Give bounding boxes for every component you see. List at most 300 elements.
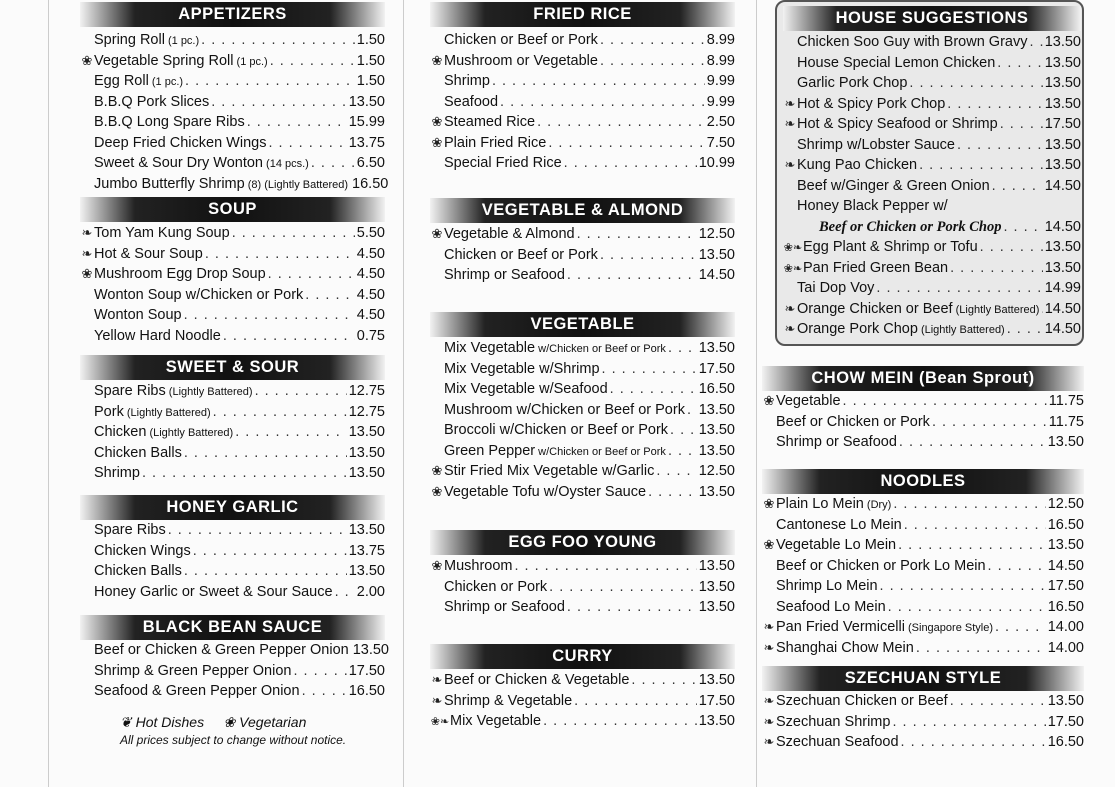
menu-item-name: Hot & Spicy Seafood or Shrimp (797, 116, 998, 132)
section-header: NOODLES (762, 469, 1084, 494)
menu-item-price: 14.00 (1047, 639, 1084, 656)
menu-item (80, 541, 385, 562)
menu-item-price: 13.50 (1044, 54, 1081, 71)
menu-item-name: Plain Lo Mein (776, 496, 864, 512)
dot-leader (168, 520, 347, 541)
dot-leader (648, 482, 697, 503)
fold-line-1 (48, 0, 49, 787)
menu-item-price: 13.50 (348, 444, 385, 461)
dot-leader (492, 71, 705, 92)
menu-item-price: 2.50 (706, 114, 735, 130)
menu-item-price: 1.50 (356, 52, 385, 69)
menu-item (430, 30, 735, 51)
menu-item (762, 494, 1084, 515)
menu-item (430, 670, 735, 691)
menu-item-name: Spare Ribs (94, 522, 166, 538)
menu-item (430, 597, 735, 618)
menu-item (762, 556, 1084, 577)
menu-item-price: 12.75 (348, 403, 385, 420)
dot-leader (901, 732, 1046, 753)
menu-item-note: (1 pc.) (233, 55, 268, 68)
menu-item-name: Pork (94, 403, 124, 420)
menu-item-note: (1 pc.) (148, 76, 184, 88)
dot-leader (668, 338, 697, 359)
menu-item (80, 640, 389, 661)
dot-leader (537, 112, 705, 133)
menu-item-price: 13.50 (1044, 34, 1081, 50)
chili-pepper-icon: ❧ (784, 321, 796, 336)
vegetarian-leaf-icon: ❀ (431, 558, 443, 573)
menu-item-name: Chicken or Beef or Pork (444, 246, 598, 263)
menu-item (80, 264, 385, 285)
menu-item (430, 577, 735, 598)
menu-item-price: 2.00 (356, 583, 385, 600)
menu-item-name: Shrimp (94, 465, 140, 481)
vegetable-section (430, 312, 735, 502)
menu-item-price: 13.50 (698, 422, 735, 438)
dot-leader (843, 391, 1047, 412)
dot-leader (893, 494, 1045, 515)
menu-item-price: 16.50 (352, 175, 389, 192)
section-header: EGG FOO YOUNG (430, 530, 735, 555)
menu-item-price: 13.50 (1044, 136, 1081, 153)
menu-item (80, 381, 385, 402)
dot-leader (898, 535, 1046, 556)
menu-item-price: 13.75 (348, 542, 385, 559)
menu-item-price: 4.50 (356, 245, 385, 262)
menu-item-price: 8.99 (706, 52, 735, 69)
menu-item (430, 153, 735, 174)
dot-leader (235, 422, 346, 443)
dot-leader (270, 51, 355, 72)
chili-pepper-icon: ❧ (763, 639, 775, 655)
dot-leader (947, 94, 1042, 115)
menu-item-name: Sweet & Sour Dry Wonton (94, 155, 263, 171)
menu-item (80, 443, 385, 464)
dot-leader (668, 441, 697, 462)
menu-item (430, 691, 735, 712)
dot-leader (255, 381, 347, 402)
menu-item-price: 0.75 (356, 327, 385, 344)
menu-item-name: Mix Vegetable w/Seafood (444, 381, 608, 397)
menu-item-name: Hot & Spicy Pork Chop (797, 95, 946, 112)
menu-item-price: 16.50 (1047, 598, 1084, 615)
menu-item (783, 155, 1081, 176)
menu-item-name: Plain Fried Rice (444, 134, 547, 151)
menu-item-name: Mushroom Egg Drop Soup (94, 266, 266, 282)
dot-leader (880, 576, 1046, 597)
menu-item (783, 135, 1081, 156)
menu-item (80, 30, 385, 51)
vegetarian-leaf-icon: ❀ (431, 463, 443, 478)
menu-item-price: 12.75 (348, 383, 385, 399)
menu-item-price: 5.50 (356, 225, 385, 241)
menu-item-name: Broccoli w/Chicken or Beef or Pork (444, 422, 669, 438)
menu-item-price: 17.50 (1047, 578, 1084, 594)
menu-item-price: 17.50 (698, 360, 735, 377)
dot-leader (997, 53, 1042, 74)
menu-item-price: 1.50 (356, 73, 385, 89)
menu-item (762, 712, 1084, 733)
dot-leader (577, 224, 697, 245)
menu-item (430, 400, 735, 421)
menu-item-price: 12.50 (698, 226, 735, 242)
menu-item-note: (Singapore Style) (904, 622, 993, 634)
menu-item (430, 92, 735, 113)
dot-leader (567, 597, 697, 618)
menu-item-price: 14.50 (1044, 177, 1081, 194)
szechuan-section (762, 666, 1084, 753)
menu-item-name: Shanghai Chow Mein (776, 639, 914, 656)
vegetarian-leaf-icon: ❀ (431, 483, 443, 499)
menu-item (430, 112, 735, 133)
menu-item (80, 305, 385, 326)
menu-item (80, 422, 385, 443)
dot-leader (302, 681, 347, 702)
menu-item-price: 16.50 (1047, 734, 1084, 750)
menu-item-price: 14.00 (1047, 619, 1084, 635)
dot-leader (500, 92, 705, 113)
menu-item-price: 13.50 (1047, 434, 1084, 450)
menu-item (762, 732, 1084, 753)
menu-item-name: Wonton Soup (94, 307, 182, 323)
section-header (762, 366, 1084, 391)
menu-item-name: Seafood Lo Mein (776, 598, 886, 615)
dot-leader (957, 135, 1043, 156)
menu-item-price: 13.50 (1044, 259, 1081, 276)
menu-item-price: 17.50 (1044, 116, 1081, 132)
menu-item-price: 1.50 (356, 32, 385, 48)
dot-leader (631, 670, 696, 691)
vegetarian-leaf-icon: ❀ (431, 226, 443, 241)
dot-leader (602, 359, 697, 380)
menu-item-name: Chicken Soo Guy with Brown Gravy (797, 34, 1028, 50)
dot-leader (564, 153, 697, 174)
menu-item-name: Mix Vegetable (444, 340, 536, 356)
vegetarian-leaf-icon: ❀ (223, 714, 236, 730)
dot-leader (185, 71, 355, 92)
appetizers-section (80, 2, 389, 194)
dot-leader (515, 556, 697, 577)
section-header: CURRY (430, 644, 735, 669)
menu-item-name: Mushroom w/Chicken or Beef or Pork (444, 401, 685, 418)
section-header: APPETIZERS (80, 2, 385, 27)
menu-item-name: Beef or Chicken or Pork Lo Mein (776, 557, 986, 574)
menu-item (783, 258, 1081, 279)
chili-pepper-icon: ❧ (431, 692, 443, 708)
menu-item-price: 13.50 (352, 642, 389, 658)
menu-item-name: Honey Black Pepper w/ (797, 198, 948, 214)
dot-leader (1041, 299, 1042, 320)
dot-leader (213, 402, 347, 423)
menu-item (80, 582, 385, 603)
dot-leader (268, 264, 355, 285)
menu-item (430, 338, 735, 359)
dot-leader (311, 153, 355, 174)
menu-item-name: Shrimp or Seafood (444, 267, 565, 283)
chili-pepper-icon: ❧ (784, 300, 796, 316)
menu-item-name: Shrimp Lo Mein (776, 578, 878, 594)
menu-item-name: Beef or Chicken & Vegetable (444, 672, 630, 688)
menu-item (783, 217, 1081, 238)
sweet-sour-section (80, 355, 385, 484)
dot-leader (916, 638, 1046, 659)
menu-item-name: Vegetable Spring Roll (94, 52, 234, 69)
menu-item-name: Vegetable Lo Mein (776, 537, 897, 553)
menu-item-price: 11.75 (1048, 413, 1084, 430)
vegetarian-hot-icon: ❀❧ (783, 262, 803, 275)
menu-item (762, 391, 1084, 412)
menu-item (762, 535, 1084, 556)
menu-item (783, 196, 1081, 217)
menu-item-name: Chicken Balls (94, 563, 182, 579)
menu-item-price: 4.50 (356, 307, 385, 323)
menu-item (80, 133, 385, 154)
menu-item-price: 12.50 (698, 463, 735, 479)
menu-item-name: Mix Vegetable w/Shrimp (444, 360, 600, 377)
menu-item-price: 13.50 (698, 558, 735, 574)
menu-item (80, 285, 385, 306)
menu-item-name: House Special Lemon Chicken (797, 54, 996, 71)
menu-item-name: Spare Ribs (94, 383, 166, 399)
dot-leader (335, 582, 355, 603)
dot-leader (543, 711, 697, 732)
chili-pepper-icon: ❧ (784, 157, 796, 172)
menu-item-price: 17.50 (1047, 713, 1084, 730)
menu-item-name: Spring Roll (94, 32, 165, 48)
dot-leader (600, 30, 705, 51)
vegetarian-leaf-icon: ❀ (431, 52, 443, 68)
menu-item-note: (Lightly Battered) (146, 427, 234, 439)
chili-pepper-icon: ❧ (81, 225, 93, 240)
menu-item-price: 13.50 (348, 424, 385, 440)
dot-leader (305, 285, 354, 306)
menu-item (430, 224, 735, 245)
menu-item (762, 691, 1084, 712)
menu-item-price: 7.50 (706, 134, 735, 151)
chili-pepper-icon: ❧ (763, 619, 775, 634)
house-suggestions-section (783, 6, 1081, 340)
legend (120, 714, 306, 731)
menu-item (762, 515, 1084, 536)
menu-item-name: Szechuan Chicken or Beef (776, 693, 948, 709)
fold-line-3 (756, 0, 757, 787)
menu-item-name: Cantonese Lo Mein (776, 516, 902, 533)
dot-leader (899, 432, 1046, 453)
price-disclaimer: All prices subject to change without notice. (120, 733, 347, 747)
chow-mein-title: CHOW MEIN (811, 369, 914, 387)
menu-item-name: Szechuan Seafood (776, 734, 899, 750)
menu-item-price: 13.75 (348, 134, 385, 151)
dot-leader (950, 258, 1043, 279)
dot-leader (184, 561, 347, 582)
menu-item (430, 441, 735, 462)
menu-item-note: (14 pcs.) (262, 158, 309, 170)
dot-leader (184, 443, 347, 464)
menu-item (80, 661, 385, 682)
menu-item-price: 14.99 (1044, 280, 1081, 296)
menu-item-name: Chicken (94, 424, 147, 440)
dot-leader (600, 51, 705, 72)
menu-item (783, 319, 1081, 340)
menu-item-note: (8) (Lightly Battered) (244, 178, 349, 191)
menu-item-price: 16.50 (1047, 516, 1084, 533)
dot-leader (247, 112, 347, 133)
section-header: BLACK BEAN SAUCE (80, 615, 385, 640)
menu-item-name: Seafood & Green Pepper Onion (94, 683, 300, 699)
legend-hot-label: Hot Dishes (135, 714, 205, 730)
menu-item (80, 112, 385, 133)
vegetarian-leaf-icon: ❀ (81, 266, 93, 281)
section-header: FRIED RICE (430, 2, 735, 27)
menu-item-price: 13.50 (348, 563, 385, 579)
menu-item (430, 71, 735, 92)
menu-item-name: Shrimp & Green Pepper Onion (94, 662, 292, 679)
chili-pepper-icon: ❧ (431, 672, 443, 687)
menu-item-price: 16.50 (348, 683, 385, 699)
fried-rice-section (430, 2, 735, 174)
dot-leader (656, 461, 696, 482)
menu-item-price: 13.50 (348, 465, 385, 481)
menu-item (783, 176, 1081, 197)
menu-item-name: Chicken Balls (94, 444, 182, 461)
menu-item-name: Pan Fried Green Bean (803, 259, 949, 276)
menu-item (783, 32, 1081, 53)
menu-item (80, 174, 389, 195)
vegetarian-hot-icon: ❀❧ (430, 716, 450, 728)
menu-item-price: 13.50 (1044, 239, 1081, 255)
dot-leader (1029, 32, 1042, 53)
menu-item-name: Mushroom (444, 558, 513, 574)
menu-item-name: Egg Roll (94, 73, 149, 89)
dot-leader (1000, 114, 1043, 135)
menu-item-name: Beef or Chicken or Pork (776, 413, 930, 430)
menu-item-name: Vegetable & Almond (444, 226, 575, 242)
menu-item-price: 13.50 (698, 672, 735, 688)
chili-pepper-icon: ❦ (120, 714, 132, 730)
menu-item-name: Tom Yam Kung Soup (94, 225, 230, 241)
menu-item (80, 92, 385, 113)
legend-veg-label: Vegetarian (239, 714, 307, 730)
menu-item (762, 412, 1084, 433)
menu-item-price: 10.99 (698, 155, 735, 171)
menu-item (430, 711, 735, 732)
menu-item-name: Egg Plant & Shrimp or Tofu (803, 239, 978, 255)
menu-item-note: w/Chicken or Beef or Pork (535, 343, 666, 355)
menu-item-note: (Lightly Battered) (952, 303, 1040, 316)
dot-leader (610, 379, 697, 400)
honey-garlic-section (80, 495, 385, 602)
egg-foo-young-section (430, 530, 735, 618)
menu-item (80, 402, 385, 423)
dot-leader (549, 577, 697, 598)
chow-mein-section (762, 366, 1084, 453)
black-bean-section (80, 615, 389, 702)
menu-item (783, 114, 1081, 135)
vegetarian-leaf-icon: ❀ (431, 134, 443, 150)
menu-item-note: (Lightly Battered) (165, 386, 253, 398)
chili-pepper-icon: ❧ (763, 734, 775, 749)
menu-item-price: 14.50 (1047, 557, 1084, 574)
dot-leader (950, 691, 1046, 712)
section-header: HONEY GARLIC (80, 495, 385, 520)
dot-leader (892, 712, 1045, 733)
section-header: VEGETABLE (430, 312, 735, 337)
menu-item-price: 13.50 (698, 483, 735, 500)
menu-item-price: 14.50 (1044, 218, 1081, 235)
menu-item-name: Stir Fried Mix Vegetable w/Garlic (444, 463, 655, 479)
dot-leader (687, 400, 697, 421)
veg-almond-section (430, 198, 735, 286)
dot-leader (548, 133, 704, 154)
menu-item-price: 11.75 (1048, 393, 1084, 409)
menu-item (430, 482, 735, 503)
dot-leader (268, 133, 346, 154)
menu-item (762, 597, 1084, 618)
menu-item (783, 73, 1081, 94)
menu-item-price: 13.50 (348, 93, 385, 110)
chili-pepper-icon: ❧ (784, 95, 796, 111)
menu-item-price: 13.50 (698, 401, 735, 418)
menu-item-name: Pan Fried Vermicelli (776, 619, 905, 635)
menu-item-name: Beef or Chicken or Pork Chop (819, 218, 1002, 235)
menu-item-note: (1 pc.) (164, 35, 200, 47)
menu-item-price: 9.99 (706, 93, 735, 110)
menu-item-name: Mix Vegetable (450, 713, 542, 729)
menu-item (783, 237, 1081, 258)
menu-item-price: 14.50 (698, 267, 735, 283)
menu-item-name: Shrimp w/Lobster Sauce (797, 136, 955, 153)
menu-item-name: Jumbo Butterfly Shrimp (94, 175, 245, 192)
menu-item-name: Vegetable Tofu w/Oyster Sauce (444, 483, 647, 500)
menu-item-name: Steamed Rice (444, 114, 536, 130)
dot-leader (932, 412, 1047, 433)
curry-section (430, 644, 735, 732)
menu-item (430, 245, 735, 266)
menu-item-price: 6.50 (356, 155, 385, 171)
menu-item-name: B.B.Q Long Spare Ribs (94, 114, 245, 130)
section-header: VEGETABLE & ALMOND (430, 198, 735, 223)
menu-item-name: Chicken Wings (94, 542, 191, 559)
chili-pepper-icon: ❧ (81, 245, 93, 261)
menu-item (80, 681, 385, 702)
dot-leader (1007, 319, 1043, 340)
dot-leader (904, 515, 1046, 536)
menu-item-name: Honey Garlic or Sweet & Sour Sauce (94, 583, 333, 600)
menu-item-name: Deep Fried Chicken Wings (94, 134, 267, 151)
menu-item (430, 265, 735, 286)
menu-item (80, 51, 385, 72)
vegetarian-leaf-icon: ❀ (81, 52, 93, 68)
menu-item-price: 13.50 (1044, 95, 1081, 112)
dot-leader (1003, 217, 1042, 238)
dot-leader (184, 305, 355, 326)
menu-item (80, 153, 385, 174)
menu-item (762, 617, 1084, 638)
menu-item-name: Green Pepper (444, 442, 536, 459)
menu-item-note: w/Chicken or Beef or Pork (535, 445, 666, 458)
dot-leader (223, 326, 355, 347)
dot-leader (211, 92, 346, 113)
chili-pepper-icon: ❧ (784, 116, 796, 131)
menu-item (80, 520, 385, 541)
menu-item (80, 326, 385, 347)
menu-item (430, 51, 735, 72)
vegetarian-leaf-icon: ❀ (763, 393, 775, 408)
menu-item-price: 13.50 (1044, 157, 1081, 173)
menu-item-name: Chicken or Pork (444, 578, 548, 595)
menu-item (762, 576, 1084, 597)
